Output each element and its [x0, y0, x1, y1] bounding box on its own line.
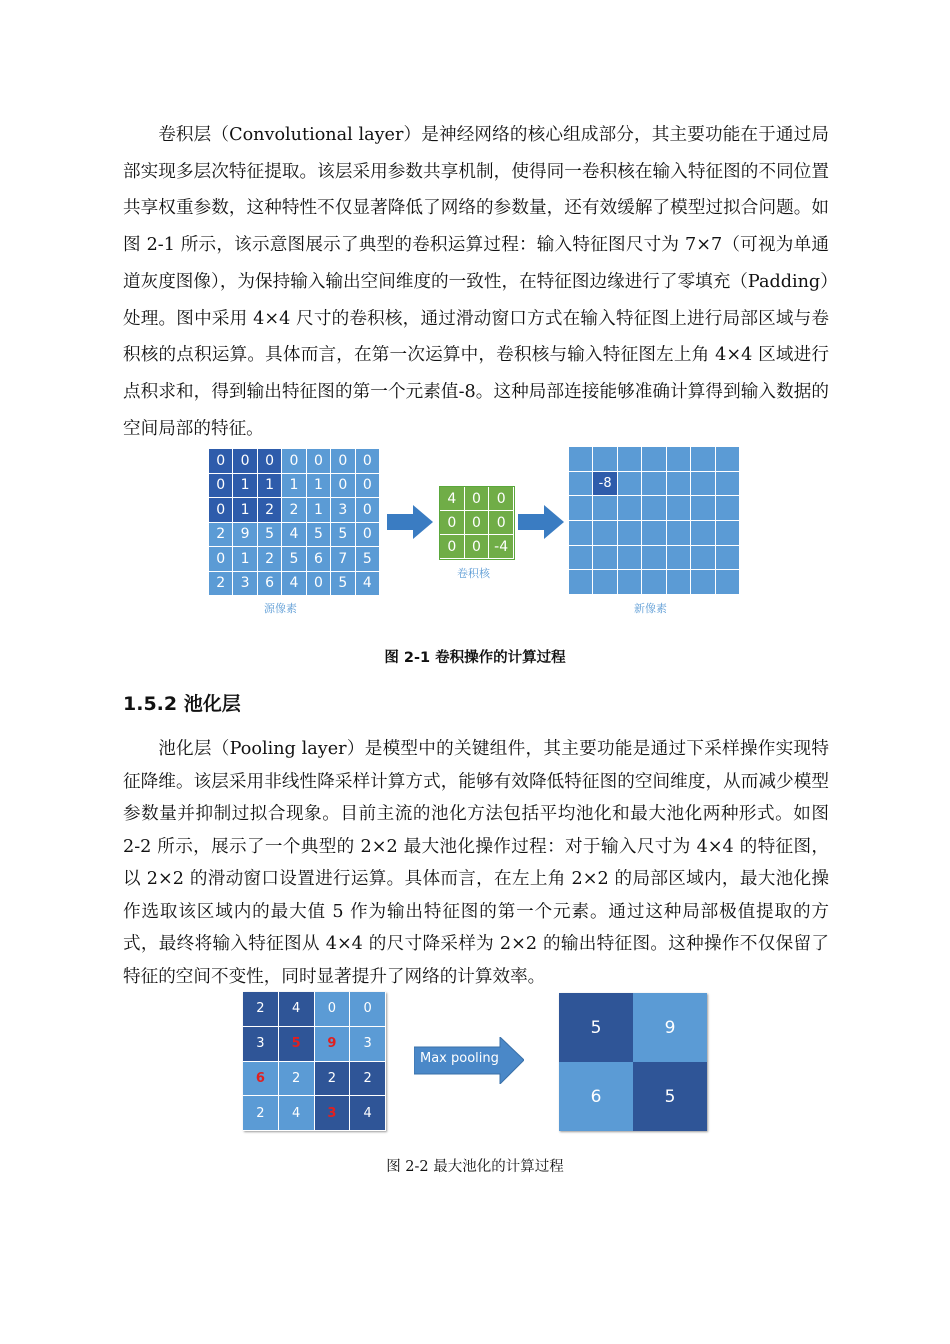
max-pooling-label: Max pooling — [420, 1051, 499, 1066]
source-cell: 0 — [356, 523, 380, 548]
source-cell: 5 — [356, 547, 380, 572]
kernel-cell: 0 — [465, 535, 490, 559]
output-cell — [667, 570, 691, 595]
source-cell: 1 — [282, 474, 306, 499]
pool-input-cell: 3 — [243, 1027, 279, 1062]
kernel-cell: 4 — [440, 487, 465, 511]
source-cell: 0 — [209, 547, 233, 572]
output-cell — [642, 521, 666, 546]
source-cell: 2 — [258, 498, 282, 523]
pool-input-cell: 2 — [350, 1062, 386, 1097]
source-cell: 2 — [258, 547, 282, 572]
source-cell: 7 — [331, 547, 355, 572]
output-cell — [667, 546, 691, 571]
output-cell — [593, 447, 617, 472]
source-cell: 4 — [282, 523, 306, 548]
output-cell — [716, 521, 740, 546]
pool-input-cell: 2 — [279, 1062, 315, 1097]
pool-input-cell: 4 — [279, 992, 315, 1027]
output-cell — [618, 472, 642, 497]
source-cell: 0 — [356, 498, 380, 523]
source-cell: 0 — [331, 449, 355, 474]
kernel-label: 卷积核 — [457, 567, 490, 580]
pooling-output-grid — [559, 993, 707, 1131]
output-cell — [618, 546, 642, 571]
source-cell: 5 — [331, 572, 355, 597]
output-cell — [618, 521, 642, 546]
source-cell: 5 — [258, 523, 282, 548]
pool-output-cell: 6 — [559, 1062, 633, 1131]
output-cell — [716, 472, 740, 497]
source-cell: 0 — [282, 449, 306, 474]
source-cell: 1 — [258, 474, 282, 499]
pool-input-cell: 2 — [243, 992, 279, 1027]
source-cell: 2 — [282, 498, 306, 523]
pool-input-cell: 2 — [243, 1096, 279, 1131]
kernel-cell: 0 — [489, 487, 514, 511]
output-cell — [569, 496, 593, 521]
output-cell: -8 — [593, 472, 617, 497]
arrow-right-icon — [387, 505, 433, 539]
output-cell — [642, 472, 666, 497]
source-cell: 6 — [307, 547, 331, 572]
output-cell — [716, 496, 740, 521]
output-pixel-grid — [569, 447, 740, 595]
source-cell: 3 — [331, 498, 355, 523]
output-cell — [667, 447, 691, 472]
output-cell — [593, 521, 617, 546]
pool-input-cell: 4 — [350, 1096, 386, 1131]
output-cell — [642, 546, 666, 571]
kernel-cell: 0 — [465, 511, 490, 535]
output-cell — [618, 447, 642, 472]
source-cell: 0 — [209, 474, 233, 499]
pool-input-cell: 3 — [350, 1027, 386, 1062]
source-pixel-grid — [209, 449, 380, 596]
source-cell: 1 — [233, 547, 257, 572]
source-cell: 0 — [331, 474, 355, 499]
source-cell: 0 — [307, 449, 331, 474]
output-cell — [667, 472, 691, 497]
output-cell — [569, 570, 593, 595]
source-cell: 4 — [356, 572, 380, 597]
output-cell — [691, 496, 715, 521]
output-cell — [593, 496, 617, 521]
source-cell: 0 — [233, 449, 257, 474]
pooling-input-grid — [243, 992, 386, 1131]
source-cell: 0 — [258, 449, 282, 474]
output-cell — [569, 447, 593, 472]
pool-input-cell: 5 — [279, 1027, 315, 1062]
output-cell — [667, 496, 691, 521]
source-cell: 2 — [209, 523, 233, 548]
output-cell — [691, 570, 715, 595]
pool-input-cell: 4 — [279, 1096, 315, 1131]
output-label: 新像素 — [634, 602, 667, 615]
output-cell — [716, 570, 740, 595]
output-cell — [569, 546, 593, 571]
arrow-right-icon — [518, 505, 564, 539]
source-cell: 5 — [331, 523, 355, 548]
source-cell: 0 — [356, 474, 380, 499]
source-cell: 6 — [258, 572, 282, 597]
source-cell: 0 — [307, 572, 331, 597]
source-cell: 3 — [233, 572, 257, 597]
output-cell — [691, 447, 715, 472]
source-label: 源像素 — [264, 602, 297, 615]
output-cell — [691, 521, 715, 546]
output-cell — [716, 546, 740, 571]
source-cell: 1 — [307, 474, 331, 499]
output-cell — [618, 570, 642, 595]
kernel-grid — [439, 486, 515, 560]
source-cell: 0 — [209, 449, 233, 474]
pool-input-cell: 3 — [315, 1096, 351, 1131]
paragraph-pooling: 池化层（Pooling layer）是模型中的关键组件，其主要功能是通过下采样操作实现特征降维。该层采用非线性降采样计算方式，能够有效降低特征图的空间维度，从而减少模型参数量并抑制过拟合现象。目前主流的池化方法包括平均池化和最大池化两种形式。如图 2-2 所示，展示了一个典型的 2×2 最大池化操作过程：对于输入尺寸为 4×4 的特征图，以 2×2 的滑动窗口设置进行运算。具体而言，在左上角 2×2 的局部区域内，最大池化操作选取该区域内的最大值 5 作为输出特征图的第一个元素。通过这种局部极值提取的方式，最终将输入特征图从 4×4 的尺寸降采样为 2×2 的输出特征图。这种操作不仅保留了特征的空间不变性，同时显著提升了网络的计算效率。 — [123, 739, 829, 987]
output-cell — [569, 472, 593, 497]
kernel-cell: 0 — [489, 511, 514, 535]
source-cell: 1 — [307, 498, 331, 523]
kernel-cell: 0 — [440, 511, 465, 535]
output-cell — [569, 521, 593, 546]
source-cell: 2 — [209, 572, 233, 597]
output-cell — [691, 472, 715, 497]
output-cell — [667, 521, 691, 546]
pool-input-cell: 0 — [315, 992, 351, 1027]
output-cell — [716, 447, 740, 472]
pool-output-cell: 9 — [633, 993, 707, 1062]
source-cell: 1 — [233, 498, 257, 523]
pool-output-cell: 5 — [633, 1062, 707, 1131]
kernel-cell: 0 — [440, 535, 465, 559]
output-cell — [642, 496, 666, 521]
pool-input-cell: 2 — [315, 1062, 351, 1097]
output-cell — [642, 447, 666, 472]
pool-input-cell: 9 — [315, 1027, 351, 1062]
source-cell: 1 — [233, 474, 257, 499]
pool-output-cell: 5 — [559, 993, 633, 1062]
kernel-cell: -4 — [489, 535, 514, 559]
pool-input-cell: 0 — [350, 992, 386, 1027]
output-cell — [593, 570, 617, 595]
output-cell — [593, 546, 617, 571]
source-cell: 0 — [356, 449, 380, 474]
figure-caption-2: 图 2-2 最大池化的计算过程 — [386, 1159, 564, 1175]
paragraph-convolution: 卷积层（Convolutional layer）是神经网络的核心组成部分，其主要功能在于通过局部实现多层次特征提取。该层采用参数共享机制，使得同一卷积核在输入特征图的不同位置共享权重参数，这种特性不仅显著降低了网络的参数量，还有效缓解了模型过拟合问题。如图 2-1 所示，该示意图展示了典型的卷积运算过程：输入特征图尺寸为 7×7（可视为单通道灰度图像），为保持输入输出空间维度的一致性，在特征图边缘进行了零填充（Padding）处理。图中采用 4×4 尺寸的卷积核，通过滑动窗口方式在输入特征图上进行局部区域与卷积核的点积运算。具体而言，在第一次运算中，卷积核与输入特征图左上角 4×4 区域进行点积求和，得到输出特征图的第一个元素值-8。这种局部连接能够准确计算得到输入数据的空间局部的特征。 — [123, 125, 829, 439]
source-cell: 5 — [282, 547, 306, 572]
output-cell — [618, 496, 642, 521]
source-cell: 4 — [282, 572, 306, 597]
output-cell — [691, 546, 715, 571]
source-cell: 5 — [307, 523, 331, 548]
section-heading: 1.5.2 池化层 — [123, 693, 241, 715]
figure-caption-1: 图 2-1 卷积操作的计算过程 — [384, 650, 566, 666]
kernel-cell: 0 — [465, 487, 490, 511]
output-cell — [642, 570, 666, 595]
pool-input-cell: 6 — [243, 1062, 279, 1097]
source-cell: 0 — [209, 498, 233, 523]
source-cell: 9 — [233, 523, 257, 548]
